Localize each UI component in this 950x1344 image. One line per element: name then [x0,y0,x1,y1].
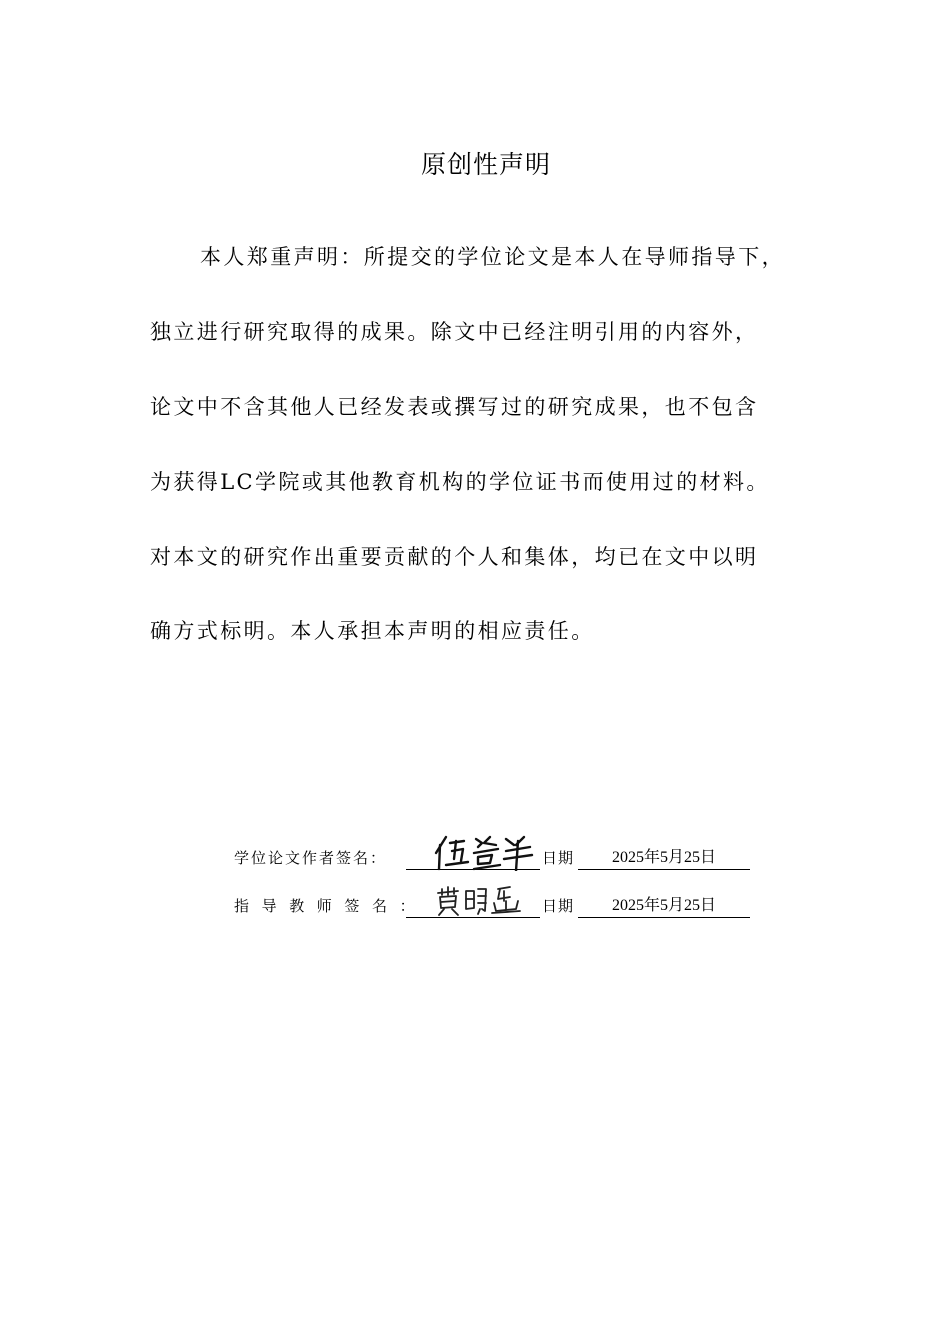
declaration-line: 独立进行研究取得的成果。除文中已经注明引用的内容外， [150,320,759,344]
author-signature [406,831,540,870]
author-date: 2025年5月25日 [578,847,750,870]
advisor-signature-label: 指导教师签名： [234,897,428,915]
page-title: 原创性声明 [420,150,551,179]
declaration-line: 为获得LC学院或其他教育机构的学位证书而使用过的材料。 [150,470,770,494]
signature-block [234,836,794,936]
declaration-line: 本人郑重声明：所提交的学位论文是本人在导师指导下， [200,245,785,269]
author-date-label: 日期 [542,849,575,867]
declaration-line: 对本文的研究作出重要贡献的个人和集体，均已在文中以明 [150,545,759,569]
author-signature-row [234,836,794,876]
declaration-line: 论文中不含其他人已经发表或撰写过的研究成果，也不包含 [150,395,759,419]
author-signature-label: 学位论文作者签名： [234,849,388,867]
advisor-date: 2025年5月25日 [578,895,750,918]
advisor-signature [406,879,540,918]
advisor-date-label: 日期 [542,897,575,915]
declaration-line: 确方式标明。本人承担本声明的相应责任。 [150,619,595,643]
advisor-signature-row [234,884,794,924]
